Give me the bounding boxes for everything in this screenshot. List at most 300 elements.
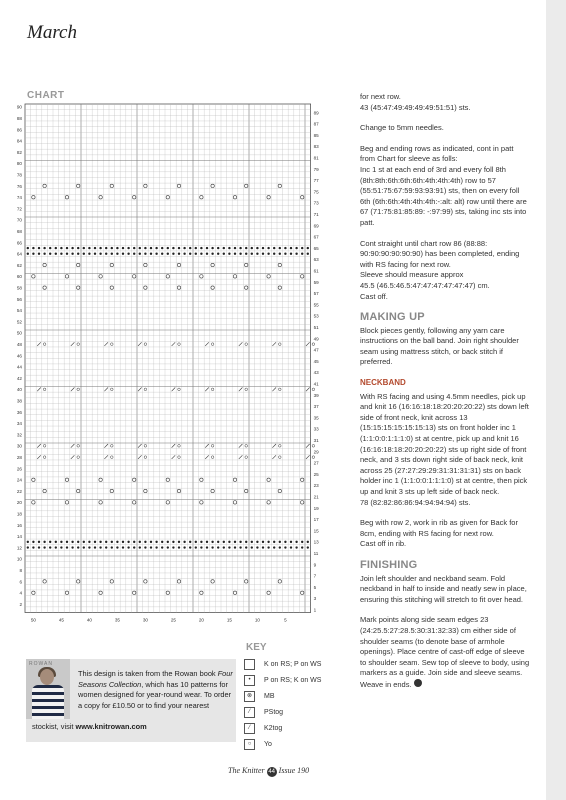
- purl-stitch-dot: [178, 541, 180, 543]
- purl-stitch-dot: [116, 541, 118, 543]
- instruction-para: Change to 5mm needles.: [360, 123, 444, 133]
- yarn-over-stitch: [312, 456, 315, 459]
- purl-stitch-dot: [88, 247, 90, 249]
- row-label: 19: [313, 505, 319, 511]
- purl-stitch-dot: [189, 247, 191, 249]
- row-label: 74: [16, 195, 22, 201]
- purl-stitch-dot: [245, 253, 247, 255]
- row-label: 79: [313, 166, 319, 172]
- purl-stitch-dot: [200, 247, 202, 249]
- purl-stitch-dot: [245, 541, 247, 543]
- purl-stitch-dot: [228, 247, 230, 249]
- purl-stitch-dot: [211, 541, 213, 543]
- purl-stitch-dot: [267, 253, 269, 255]
- row-label: 38: [16, 398, 22, 404]
- row-label: 10: [16, 556, 22, 562]
- purl-stitch-dot: [161, 541, 163, 543]
- instruction-para: Mark points along side seam edges 23 (24:25.5:27:28.5:30:31:32:33) cm either side of shoulder seams (to denote base of armhole openings). Place centre of cast-off edge of sleeve to shoulder seam. Sew top of sleeve to body, using markers as a guide. Join side and sleeve seams. Weave in ends.: [360, 615, 530, 689]
- page-footer: The Knitter 44 Issue 190: [228, 766, 310, 775]
- yarn-over-stitch: [312, 445, 315, 448]
- purl-stitch-dot: [178, 247, 180, 249]
- purl-stitch-dot: [239, 546, 241, 548]
- purl-stitch-dot: [206, 247, 208, 249]
- purl-stitch-dot: [122, 253, 124, 255]
- purl-stitch-dot: [144, 546, 146, 548]
- purl-stitch-dot: [245, 247, 247, 249]
- purl-stitch-dot: [94, 546, 96, 548]
- row-label: 54: [16, 308, 22, 314]
- row-label: 77: [313, 178, 319, 184]
- page-month-title: March: [27, 22, 77, 43]
- row-label: 59: [313, 279, 319, 285]
- row-label: 31: [313, 438, 319, 443]
- row-label: 55: [313, 302, 319, 308]
- row-label: 51: [313, 325, 319, 330]
- purl-stitch-dot: [83, 247, 85, 249]
- purl-stitch-dot: [88, 546, 90, 548]
- dot-square-icon: •: [244, 675, 255, 686]
- row-label: 1: [313, 607, 317, 613]
- purl-stitch-dot: [127, 541, 129, 543]
- purl-stitch-dot: [251, 253, 253, 255]
- empty-square-icon: [244, 659, 255, 670]
- purl-stitch-dot: [32, 546, 34, 548]
- purl-stitch-dot: [284, 541, 286, 543]
- purl-stitch-dot: [88, 253, 90, 255]
- row-label: 56: [16, 296, 22, 302]
- purl-stitch-dot: [307, 247, 309, 249]
- key-title: KEY: [246, 642, 267, 653]
- purl-stitch-dot: [295, 253, 297, 255]
- page-number: 44: [268, 769, 276, 775]
- row-label: 15: [313, 528, 319, 534]
- row-label: 73: [313, 200, 319, 206]
- purl-stitch-dot: [234, 541, 236, 543]
- row-label: 62: [16, 262, 22, 268]
- knitting-chart: [10, 100, 346, 630]
- row-label: 17: [313, 517, 319, 523]
- purl-stitch-dot: [55, 541, 57, 543]
- purl-stitch-dot: [234, 546, 236, 548]
- row-label: 84: [16, 138, 22, 144]
- purl-stitch-dot: [27, 253, 29, 255]
- purl-stitch-dot: [111, 541, 113, 543]
- row-label: 89: [313, 110, 319, 116]
- purl-stitch-dot: [150, 541, 152, 543]
- k2tog-icon: ⁄: [244, 723, 255, 734]
- purl-stitch-dot: [183, 541, 185, 543]
- row-label: 52: [16, 319, 22, 325]
- purl-stitch-dot: [105, 546, 107, 548]
- row-label: 48: [16, 341, 22, 347]
- purl-stitch-dot: [239, 541, 241, 543]
- purl-stitch-dot: [273, 541, 275, 543]
- row-label: 27: [313, 460, 319, 466]
- purl-stitch-dot: [49, 253, 51, 255]
- instruction-para: Beg and ending rows as indicated, cont in patt from Chart for sleeve as folls: Inc 1 st at each end of 3rd and every foll 8th (8th:8th:6th:6th:6th:4th:4th:4th) row to 57 (55:51:75:67:59:93:93:91) sts, then on every foll 6th (6th:6th:4th:4th:4th:-:alt: alt) row until there are 67 (71:75:81:85:89: -:97:99) sts, taking inc sts into patt.: [360, 143, 527, 227]
- purl-stitch-dot: [60, 247, 62, 249]
- purl-stitch-dot: [307, 253, 309, 255]
- row-label: 7: [313, 573, 317, 579]
- row-label: 81: [313, 155, 319, 161]
- purl-stitch-dot: [83, 541, 85, 543]
- yarn-over-stitch: [312, 388, 315, 391]
- purl-stitch-dot: [195, 546, 197, 548]
- row-label: 68: [16, 228, 22, 234]
- row-label: 30: [16, 443, 22, 449]
- purl-stitch-dot: [122, 247, 124, 249]
- purl-stitch-dot: [256, 541, 258, 543]
- purl-stitch-dot: [273, 247, 275, 249]
- purl-stitch-dot: [105, 253, 107, 255]
- row-label: 41: [313, 381, 319, 387]
- row-label: 16: [16, 522, 22, 528]
- purl-stitch-dot: [251, 541, 253, 543]
- purl-stitch-dot: [77, 253, 79, 255]
- row-label: 46: [16, 353, 22, 359]
- purl-stitch-dot: [99, 253, 101, 255]
- purl-stitch-dot: [172, 546, 174, 548]
- purl-stitch-dot: [55, 253, 57, 255]
- purl-stitch-dot: [38, 247, 40, 249]
- row-label: 18: [16, 511, 22, 517]
- row-label: 66: [16, 240, 22, 246]
- purl-stitch-dot: [38, 253, 40, 255]
- instruction-para: Cont straight until chart row 86 (88:88: 90:90:90:90:90:90) has been completed, ending with RS facing for next row. Sleeve should measure approx 45.5 (46.5:46.5:47:47:47:47:47:47) cm. Cast off.: [360, 238, 520, 301]
- purl-stitch-dot: [290, 247, 292, 249]
- row-label: 86: [16, 127, 22, 133]
- promo-text: This design is taken from the Rowan book Four Seasons Collection, which has 10 patterns for women designed for year-round wear. To order a copy for £10.50 or to find your nearest: [78, 669, 233, 710]
- instruction-para: With RS facing and using 4.5mm needles, pick up and knit 16 (16:16:18:18:20:20:20:22) sts down left side of front neck, knit across 13 (15:15:15:15:15:15:13) sts on front holder inc 1 (1:1:0:0:1:1:1:0) st at centre, pick up and knit 16 (16:16:18:18:20:20:20:22) sts up right side of front neck, and 3 sts down right side of back neck, knit across 25 (27:27:29:29:31:31:31:31) sts on back holder inc 1 (1:1:0:0:1:1:1:0) st at centre, then pick up and knit 3 sts up left side of back neck. 78 (82:82:86:86:94:94:94:94) sts.: [360, 391, 529, 507]
- purl-stitch-dot: [43, 541, 45, 543]
- promo-box: [26, 659, 236, 742]
- purl-stitch-dot: [273, 253, 275, 255]
- purl-stitch-dot: [301, 546, 303, 548]
- purl-stitch-dot: [161, 546, 163, 548]
- purl-stitch-dot: [189, 541, 191, 543]
- row-label: 20: [16, 500, 22, 506]
- purl-stitch-dot: [200, 541, 202, 543]
- row-label: 24: [16, 477, 22, 483]
- purl-stitch-dot: [43, 253, 45, 255]
- purl-stitch-dot: [228, 546, 230, 548]
- purl-stitch-dot: [301, 253, 303, 255]
- purl-stitch-dot: [66, 253, 68, 255]
- purl-stitch-dot: [206, 541, 208, 543]
- purl-stitch-dot: [71, 541, 73, 543]
- row-label: 26: [16, 466, 22, 472]
- row-label: 50: [16, 330, 22, 336]
- purl-stitch-dot: [94, 247, 96, 249]
- purl-stitch-dot: [172, 247, 174, 249]
- row-label: 69: [313, 223, 319, 229]
- purl-stitch-dot: [307, 541, 309, 543]
- purl-stitch-dot: [211, 546, 213, 548]
- purl-stitch-dot: [189, 546, 191, 548]
- heading-finishing: FINISHING: [360, 558, 418, 571]
- purl-stitch-dot: [256, 247, 258, 249]
- row-label: 25: [313, 471, 319, 477]
- purl-stitch-dot: [167, 247, 169, 249]
- purl-stitch-dot: [27, 541, 29, 543]
- row-label: 87: [313, 121, 319, 127]
- row-label: 63: [313, 257, 319, 263]
- purl-stitch-dot: [290, 546, 292, 548]
- key-item-k2tog: ⁄ K2tog: [244, 720, 354, 736]
- row-label: 11: [313, 551, 319, 556]
- purl-stitch-dot: [71, 247, 73, 249]
- purl-stitch-dot: [116, 546, 118, 548]
- purl-stitch-dot: [200, 546, 202, 548]
- row-label: 43: [313, 370, 319, 376]
- purl-stitch-dot: [161, 253, 163, 255]
- purl-stitch-dot: [267, 247, 269, 249]
- purl-stitch-dot: [144, 541, 146, 543]
- purl-stitch-dot: [262, 247, 264, 249]
- row-label: 4: [19, 590, 22, 596]
- key-item-purl: • P on RS; K on WS: [244, 672, 354, 688]
- purl-stitch-dot: [189, 253, 191, 255]
- purl-stitch-dot: [127, 253, 129, 255]
- purl-stitch-dot: [111, 546, 113, 548]
- promo-stockist: stockist, visit www.knitrowan.com: [32, 722, 147, 731]
- purl-stitch-dot: [139, 253, 141, 255]
- purl-stitch-dot: [228, 253, 230, 255]
- column-label: 50: [30, 617, 36, 623]
- column-label: 45: [58, 617, 64, 623]
- purl-stitch-dot: [133, 541, 135, 543]
- yarn-over-icon: ○: [244, 739, 255, 750]
- row-label: 29: [313, 449, 319, 455]
- row-label: 71: [313, 212, 319, 217]
- row-label: 33: [313, 426, 319, 432]
- row-label: 42: [16, 375, 22, 381]
- purl-stitch-dot: [195, 541, 197, 543]
- purl-stitch-dot: [251, 247, 253, 249]
- row-label: 47: [313, 347, 319, 353]
- purl-stitch-dot: [178, 253, 180, 255]
- row-label: 3: [313, 596, 317, 602]
- chart-title: CHART: [27, 90, 65, 101]
- purl-stitch-dot: [43, 247, 45, 249]
- purl-stitch-dot: [217, 253, 219, 255]
- purl-stitch-dot: [127, 247, 129, 249]
- purl-stitch-dot: [239, 253, 241, 255]
- purl-stitch-dot: [55, 247, 57, 249]
- purl-stitch-dot: [49, 546, 51, 548]
- column-label: 5: [284, 617, 287, 623]
- purl-stitch-dot: [245, 546, 247, 548]
- key-item-mb: ⊗ MB: [244, 688, 354, 704]
- instruction-para: Join left shoulder and neckband seam. Fold neckband in half to inside and neatly sew in place, ensuring this stitching will stretch to fit over head.: [360, 573, 527, 604]
- purl-stitch-dot: [295, 541, 297, 543]
- purl-stitch-dot: [267, 541, 269, 543]
- row-label: 35: [313, 415, 319, 421]
- row-label: 9: [313, 562, 317, 568]
- purl-stitch-dot: [88, 541, 90, 543]
- purl-stitch-dot: [83, 546, 85, 548]
- purl-stitch-dot: [127, 546, 129, 548]
- pstog-icon: ⁄: [244, 707, 255, 718]
- yarn-over-stitch: [312, 343, 315, 346]
- purl-stitch-dot: [111, 253, 113, 255]
- purl-stitch-dot: [49, 247, 51, 249]
- purl-stitch-dot: [295, 247, 297, 249]
- brand-logo: ROWAN: [29, 661, 53, 667]
- row-label: 76: [16, 183, 22, 189]
- purl-stitch-dot: [279, 247, 281, 249]
- purl-stitch-dot: [60, 253, 62, 255]
- purl-stitch-dot: [290, 253, 292, 255]
- row-label: 21: [313, 494, 319, 500]
- purl-stitch-dot: [32, 247, 34, 249]
- bobble-icon: ⊗: [244, 691, 255, 702]
- purl-stitch-dot: [223, 541, 225, 543]
- purl-stitch-dot: [83, 253, 85, 255]
- purl-stitch-dot: [99, 247, 101, 249]
- purl-stitch-dot: [77, 247, 79, 249]
- instruction-para: Block pieces gently, following any yarn care instructions on the ball band. Join right shoulder seam using mattress stitch, or back stitch if preferred.: [360, 325, 519, 367]
- purl-stitch-dot: [279, 546, 281, 548]
- row-label: 34: [16, 421, 22, 427]
- purl-stitch-dot: [32, 541, 34, 543]
- purl-stitch-dot: [150, 546, 152, 548]
- purl-stitch-dot: [211, 247, 213, 249]
- key-list: [244, 656, 354, 752]
- purl-stitch-dot: [295, 546, 297, 548]
- purl-stitch-dot: [262, 546, 264, 548]
- purl-stitch-dot: [273, 546, 275, 548]
- row-label: 6: [19, 579, 22, 585]
- purl-stitch-dot: [223, 247, 225, 249]
- row-label: 40: [16, 387, 22, 393]
- row-label: 82: [16, 149, 22, 155]
- purl-stitch-dot: [55, 546, 57, 548]
- column-label: 40: [86, 617, 92, 623]
- purl-stitch-dot: [155, 253, 157, 255]
- purl-stitch-dot: [94, 253, 96, 255]
- purl-stitch-dot: [262, 541, 264, 543]
- column-label: 15: [226, 617, 232, 623]
- purl-stitch-dot: [279, 541, 281, 543]
- purl-stitch-dot: [211, 253, 213, 255]
- model-photo: [26, 659, 70, 719]
- purl-stitch-dot: [66, 541, 68, 543]
- purl-stitch-dot: [167, 541, 169, 543]
- row-label: 14: [16, 534, 22, 540]
- purl-stitch-dot: [99, 541, 101, 543]
- row-label: 80: [16, 161, 22, 167]
- purl-stitch-dot: [122, 546, 124, 548]
- row-label: 8: [19, 567, 22, 573]
- row-label: 49: [313, 336, 319, 342]
- purl-stitch-dot: [161, 247, 163, 249]
- purl-stitch-dot: [133, 247, 135, 249]
- purl-stitch-dot: [284, 247, 286, 249]
- instructions-column: [360, 92, 530, 701]
- row-label: 58: [16, 285, 22, 291]
- row-label: 28: [16, 454, 22, 460]
- purl-stitch-dot: [116, 247, 118, 249]
- row-label: 67: [313, 234, 319, 240]
- row-label: 61: [313, 268, 319, 274]
- purl-stitch-dot: [183, 247, 185, 249]
- purl-stitch-dot: [167, 253, 169, 255]
- row-label: 36: [16, 409, 22, 415]
- purl-stitch-dot: [71, 253, 73, 255]
- purl-stitch-dot: [200, 253, 202, 255]
- purl-stitch-dot: [116, 253, 118, 255]
- purl-stitch-dot: [301, 541, 303, 543]
- column-label: 25: [170, 617, 176, 623]
- purl-stitch-dot: [195, 253, 197, 255]
- row-label: 37: [313, 404, 319, 410]
- column-label: 10: [254, 617, 260, 623]
- purl-stitch-dot: [183, 253, 185, 255]
- purl-stitch-dot: [267, 546, 269, 548]
- row-label: 88: [16, 115, 22, 121]
- column-label: 20: [198, 617, 204, 623]
- row-label: 53: [313, 313, 319, 319]
- row-label: 13: [313, 539, 319, 545]
- row-label: 83: [313, 144, 319, 150]
- purl-stitch-dot: [206, 546, 208, 548]
- row-label: 85: [313, 132, 319, 138]
- purl-stitch-dot: [111, 247, 113, 249]
- row-label: 32: [16, 432, 22, 438]
- purl-stitch-dot: [49, 541, 51, 543]
- purl-stitch-dot: [239, 247, 241, 249]
- purl-stitch-dot: [122, 541, 124, 543]
- purl-stitch-dot: [150, 253, 152, 255]
- purl-stitch-dot: [27, 247, 29, 249]
- row-label: 72: [16, 206, 22, 212]
- row-label: 45: [313, 358, 319, 364]
- key-item-knit: K on RS; P on WS: [244, 656, 354, 672]
- instruction-para: for next row. 43 (45:47:49:49:49:49:51:51) sts.: [360, 92, 471, 112]
- column-label: 30: [142, 617, 148, 623]
- purl-stitch-dot: [279, 253, 281, 255]
- row-label: 70: [16, 217, 22, 223]
- purl-stitch-dot: [223, 253, 225, 255]
- purl-stitch-dot: [99, 546, 101, 548]
- instruction-para: Beg with row 2, work in rib as given for Back for 8cm, ending with RS facing for next row. Cast off in rib.: [360, 518, 518, 549]
- key-item-yo: ○ Yo: [244, 736, 354, 752]
- promo-link[interactable]: www.knitrowan.com: [75, 722, 147, 731]
- purl-stitch-dot: [150, 247, 152, 249]
- purl-stitch-dot: [60, 541, 62, 543]
- purl-stitch-dot: [307, 546, 309, 548]
- row-label: 64: [16, 251, 22, 257]
- purl-stitch-dot: [195, 247, 197, 249]
- purl-stitch-dot: [77, 541, 79, 543]
- row-label: 78: [16, 172, 22, 178]
- purl-stitch-dot: [256, 253, 258, 255]
- row-label: 2: [19, 601, 22, 607]
- purl-stitch-dot: [301, 247, 303, 249]
- purl-stitch-dot: [94, 541, 96, 543]
- row-label: 75: [313, 189, 319, 195]
- row-label: 39: [313, 392, 319, 398]
- purl-stitch-dot: [206, 253, 208, 255]
- purl-stitch-dot: [256, 546, 258, 548]
- row-label: 60: [16, 274, 22, 280]
- row-label: 5: [313, 584, 317, 590]
- purl-stitch-dot: [43, 546, 45, 548]
- purl-stitch-dot: [178, 546, 180, 548]
- purl-stitch-dot: [71, 546, 73, 548]
- key-item-pstog: ⁄ PStog: [244, 704, 354, 720]
